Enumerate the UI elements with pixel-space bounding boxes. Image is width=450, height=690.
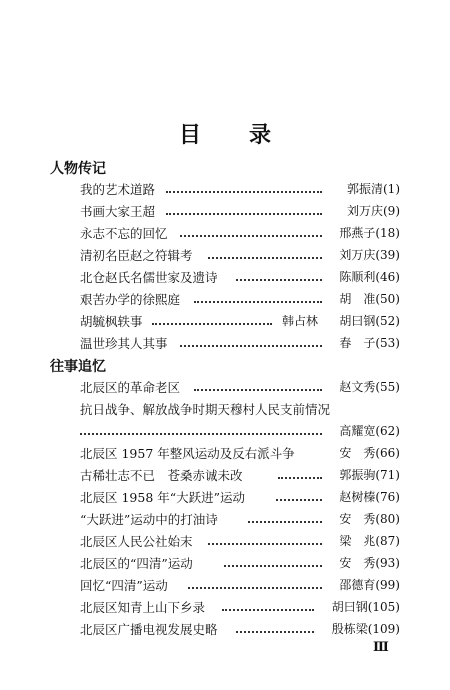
toc-entry [80,532,400,552]
page-title [0,118,450,149]
leader-dots [208,543,322,545]
toc-entry [80,334,400,354]
entry-title: 北辰区 1958 年“大跃进”运动 [80,490,246,505]
entry-author-page: 安 秀(80) [339,512,400,526]
entry-title: 清初名臣赵之符辑考 [80,248,193,263]
toc-entry [80,554,400,574]
entry-author-page: 胡曰钢(105) [331,600,400,614]
entry-author-page: 刘万庆(9) [347,204,400,218]
toc-entry [80,598,400,618]
entry-author-page: 春 子(53) [339,336,400,350]
toc-entry [80,378,400,398]
entry-title: 北辰区知青上山下乡录 [80,600,206,615]
toc-entry [80,290,400,310]
entry-title: 古稀壮志不已 苍桑赤诚未改 [80,468,243,483]
entry-author-page: 陈顺利(46) [339,270,400,284]
entry-title: 温世珍其人其事 [80,336,168,351]
toc-entry [80,312,400,332]
leader-dots [248,521,322,523]
toc-entry [80,268,400,288]
leader-dots [188,587,322,589]
toc-entry [80,488,400,508]
leader-dots [208,257,322,259]
entry-title: 书画大家王超 [80,204,156,219]
page-number: Ⅲ [373,640,389,655]
toc-entry [80,224,400,244]
toc-entry [80,466,400,486]
entry-title: 艰苦办学的徐熙庭 [80,292,181,307]
entry-coauthor: 韩占林 [282,314,319,328]
entry-title: 北辰区 1957 年整风运动及反右派斗争 [80,446,295,461]
toc-entry [80,202,400,222]
entry-author-page: 安 秀(66) [339,446,400,460]
entry-title: 北辰区的革命老区 [80,380,181,395]
entry-author-page: 邢燕子(18) [339,226,400,240]
entry-author-page: 郭振驹(71) [339,468,400,482]
entry-author-page: 胡曰钢(52) [339,314,400,328]
entry-author-page: 郭振清(1) [347,182,400,196]
entry-author-page: 刘万庆(39) [339,248,400,262]
leader-dots [278,477,322,479]
leader-dots [166,191,322,193]
entry-author-page: 安 秀(93) [339,556,400,570]
entry-title: 北仓赵氏名儒世家及遗诗 [80,270,218,285]
leader-dots [276,499,322,501]
entry-title: 胡毓枫轶事 [80,314,143,329]
leader-dots [194,301,322,303]
section-heading-memories: 往事追忆 [50,359,106,375]
leader-dots [194,389,322,391]
leader-dots [236,279,322,281]
entry-author-page: 胡 准(50) [339,292,400,306]
leader-dots [80,433,322,435]
leader-dots [236,631,314,633]
entry-title: 北辰区广播电视发展史略 [80,622,218,637]
leader-dots [152,323,272,325]
leader-dots [180,345,322,347]
toc-entry [80,620,400,640]
leader-dots [222,609,314,611]
entry-author-page: 邵德育(99) [339,578,400,592]
entry-title: 北辰区人民公社始末 [80,534,193,549]
entry-title: 抗日战争、解放战争时期天穆村人民支前情况 [80,402,331,417]
toc-entry [80,180,400,200]
entry-author-page: 赵文秀(55) [339,380,400,394]
section-heading-biographies: 人物传记 [50,161,106,177]
title-char-2: 录 [249,123,272,148]
leader-dots [180,235,322,237]
entry-author-page: 殷栋梁(109) [331,622,400,636]
entry-title: 北辰区的“四清”运动 [80,556,193,571]
entry-title: “大跃进”运动中的打油诗 [80,512,218,527]
toc-entry [80,510,400,530]
entry-author-page: 高耀宽(62) [339,424,400,438]
entry-author-page: 赵树榛(76) [339,490,400,504]
entry-author-page: 梁 兆(87) [339,534,400,548]
entry-title: 永志不忘的回忆 [80,226,168,241]
toc-entry [80,400,400,420]
toc-entry [80,444,400,464]
entry-title: 回忆“四清”运动 [80,578,168,593]
leader-dots [166,213,322,215]
toc-entry-continuation [80,422,400,442]
toc-entry [80,246,400,266]
toc-entry [80,576,400,596]
entry-title: 我的艺术道路 [80,182,156,197]
title-char-1: 目 [178,123,201,148]
leader-dots [224,565,322,567]
